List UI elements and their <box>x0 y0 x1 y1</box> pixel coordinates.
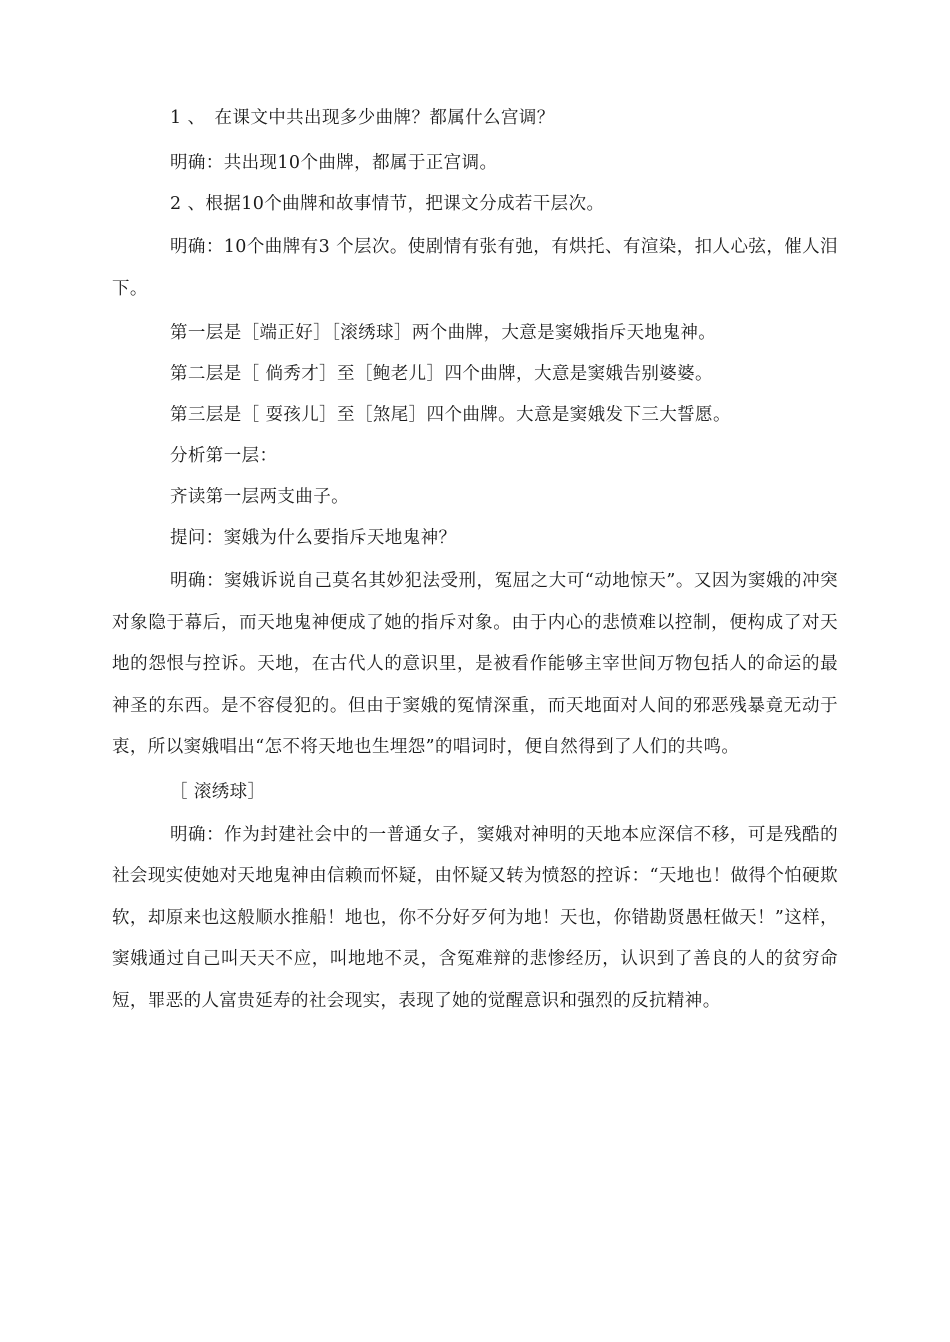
layer-1-summary: 第一层是［端正好］［滚绣球］两个曲牌，大意是窦娥指斥天地鬼神。 <box>170 323 717 343</box>
reading-instruction: 齐读第一层两支曲子。 <box>170 487 349 507</box>
question-3: 提问：窦娥为什么要指斥天地鬼神？ <box>170 528 457 548</box>
question-2: 2 、根据10个曲牌和故事情节，把课文分成若干层次。 <box>170 194 605 214</box>
answer-3: 明确：窦娥诉说自己莫名其妙犯法受刑，冤屈之大可“动地惊天”。又因为窦娥的冲突对象隐于幕后，而天地鬼神便成了她的指斥对象。由于内心的悲愤难以控制，便构成了对天地的怨恨与控诉。天地，在古代人的意识里，是被看作能够主宰世间万物包括人的命运的最神圣的东西。是不容侵犯的。但由于窦娥的冤情深重，而天地面对人间的邪恶残暴竟无动于衷，所以窦娥唱出“怎不将天地也生埋怨”的唱词时，便自然得到了人们的共鸣。 <box>112 571 838 757</box>
answer-1: 明确：共出现10个曲牌，都属于正宫调。 <box>170 153 498 173</box>
section-heading-gunxiuqiu: ［ 滚绣球］ <box>170 781 266 802</box>
answer-2: 明确：10个曲牌有3 个层次。使剧情有张有弛，有烘托、有渲染，扣人心弦，催人泪下。 <box>112 237 838 299</box>
analysis-heading: 分析第一层： <box>170 446 278 466</box>
layer-3-summary: 第三层是［ 耍孩儿］至［煞尾］四个曲牌。大意是窦娥发下三大誓愿。 <box>170 405 731 425</box>
layer-2-summary: 第二层是［ 倘秀才］至［鲍老儿］四个曲牌，大意是窦娥告别婆婆。 <box>170 364 713 384</box>
question-1: 1 、 在课文中共出现多少曲牌？都属什么宫调？ <box>170 108 555 128</box>
document-body <box>112 100 838 1027</box>
answer-4: 明确：作为封建社会中的一普通女子，窦娥对神明的天地本应深信不移，可是残酷的社会现实使她对天地鬼神由信赖而怀疑，由怀疑又转为愤怒的控诉：“天地也！做得个怕硬欺软，却原来也这般顺水推船！地也，你不分好歹何为地！天也，你错勘贤愚枉做天！”这样，窦娥通过自己叫天天不应，叫地地不灵，含冤难辩的悲惨经历，认识到了善良的人的贫穷命短，罪恶的人富贵延寿的社会现实，表现了她的觉醒意识和强烈的反抗精神。 <box>112 824 838 1011</box>
